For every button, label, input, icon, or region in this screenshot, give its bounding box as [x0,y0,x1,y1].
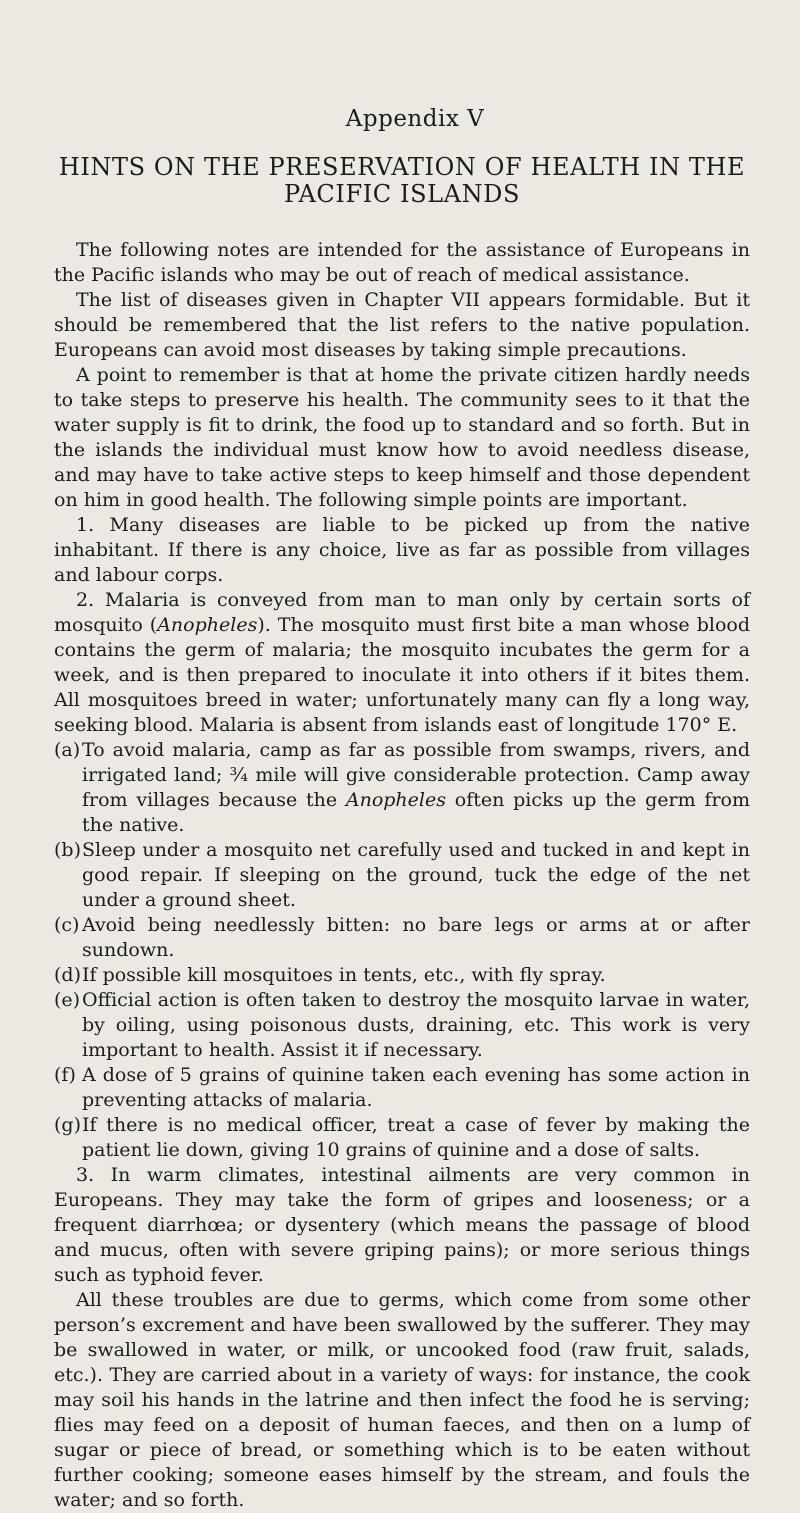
point-paragraph: A point to remember is that at home the private citizen hardly needs to take steps to preserve his health. The community sees to it that the water supply is fit to drink, the food up to standard and so forth. But in the islands the individual must know how to avoid needless disease, and may have to take active steps to keep himself and those dependent on him in good health. The following simple points are important. [54,364,750,511]
item-italic: Anopheles [345,789,446,811]
list-item [54,963,750,988]
list-marker: (e) [54,989,81,1011]
malaria-italic-term: Anopheles [157,614,258,636]
list-marker: (g) [54,1114,81,1136]
appendix-label: Appendix V [345,106,485,132]
list-item [54,988,750,1063]
malaria-text-a: 2. Malaria is conveyed from man to man only by certain sorts of mosquito ( [54,589,750,636]
diseases-paragraph: The list of diseases given in Chapter VII appears formidable. But it should be remembered that the list refers to the native population. Europeans can avoid most diseases by taking simple precautions. [54,289,750,361]
title-line-1: HINTS ON THE PRESERVATION OF HEALTH IN THE [58,153,746,181]
intro-paragraph: The following notes are intended for the assistance of Europeans in the Pacific islands who may be out of reach of medical assistance. [54,239,750,286]
page-title [54,154,750,208]
item-text-a: To avoid malaria, camp as far as possible from swamps, rivers, and irrigated land; ¾ mile will give considerable protection. Camp away from villages because the [82,739,750,811]
item-text: If possible kill mosquitoes in tents, etc., with fly spray. [82,964,606,986]
item-text: If there is no medical officer, treat a case of fever by making the patient lie down, giving 10 grains of quinine and a dose of salts. [82,1114,750,1161]
malaria-text-b: ). The mosquito must first bite a man whose blood contains the germ of malaria; the mosquito incubates the germ for a week, and is then prepared to inoculate it into others if it bites them. All mosquitoes breed in water; unfortunately many can fly a long way, seeking blood. Malaria is absent from islands east of longitude 170° E. [54,614,750,736]
point-3-paragraph: 3. In warm climates, intestinal ailments are very common in Europeans. They may take the form of gripes and looseness; or a frequent diarrhœa; or dysentery (which means the passage of blood and mucus, often with severe griping pains); or more serious things such as typhoid fever. [54,1164,750,1286]
list-marker: (c) [54,914,80,936]
item-text: Avoid being needlessly bitten: no bare legs or arms at or after sundown. [82,914,750,961]
germs-paragraph: All these troubles are due to germs, which come from some other person’s excrement and have been swallowed by the sufferer. They may be swallowed in water, or milk, or uncooked food (raw fruit, salads, etc.). They are carried about in a variety of ways: for instance, the cook may soil his hands in the latrine and then infect the food he is serving; flies may feed on a deposit of human faeces, and then on a lump of sugar or piece of bread, or something which is to be eaten without further cooking; someone eases himself by the stream, and fouls the water; and so forth. [54,1289,750,1511]
list-item [54,838,750,913]
list-item [54,1063,750,1113]
malaria-precautions-list [54,738,750,1163]
list-marker: (a) [54,739,81,761]
item-text: Official action is often taken to destroy the mosquito larvae in water, by oiling, using poisonous dusts, draining, etc. This work is very important to health. Assist it if necessary. [82,989,750,1061]
list-marker: (d) [54,964,81,986]
point-2-malaria-paragraph [54,588,750,738]
list-marker: (b) [54,839,81,861]
list-item [54,913,750,963]
list-marker: (f) [54,1064,76,1086]
item-text: Sleep under a mosquito net carefully used and tucked in and kept in good repair. If sleeping on the ground, tuck the edge of the net under a ground sheet. [82,839,750,911]
list-item [54,738,750,838]
list-item [54,1113,750,1163]
item-text-b: often picks up the germ from the native. [82,789,751,836]
point-1-paragraph: 1. Many diseases are liable to be picked up from the native inhabitant. If there is any choice, live as far as possible from villages and labour corps. [54,514,750,586]
title-line-2: PACIFIC ISLANDS [283,180,521,208]
item-text: A dose of 5 grains of quinine taken each evening has some action in preventing attacks of malaria. [82,1064,750,1111]
